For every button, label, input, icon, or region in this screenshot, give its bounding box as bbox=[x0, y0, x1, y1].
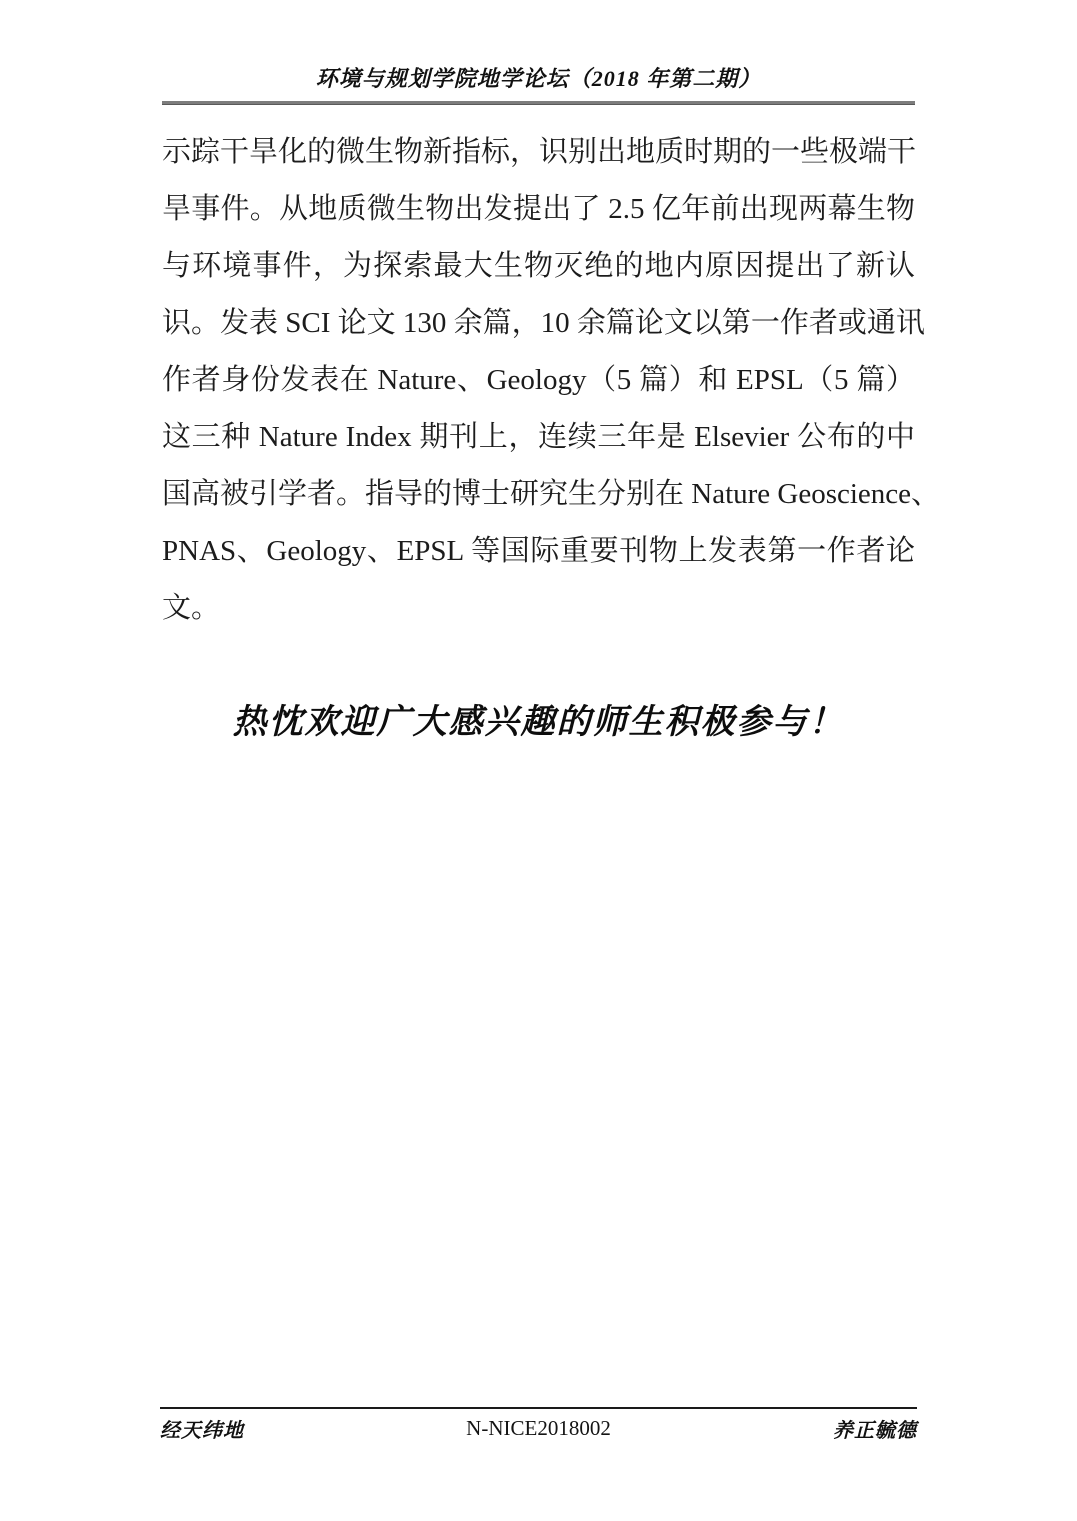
footer-motto-left: 经天纬地 bbox=[160, 1419, 244, 1442]
footer-document-number: N-NICE2018002 bbox=[466, 1415, 611, 1440]
body-line: 这三种 Nature Index 期刊上，连续三年是 Elsevier 公布的中 bbox=[162, 421, 915, 453]
body-line: 文。 bbox=[162, 592, 221, 624]
footer-motto-right: 养正毓德 bbox=[833, 1419, 917, 1442]
body-line: 示踪干旱化的微生物新指标，识别出地质时期的一些极端干 bbox=[162, 136, 917, 168]
body-line: 识。发表 SCI 论文 130 余篇，10 余篇论文以第一作者或通讯 bbox=[162, 307, 925, 339]
body-line: 与环境事件，为探索最大生物灭绝的地内原因提出了新认 bbox=[162, 250, 915, 282]
body-paragraph bbox=[162, 124, 941, 637]
invitation-line: 热忱欢迎广大感兴趣的师生积极参与！ bbox=[232, 704, 845, 741]
body-line: 国高被引学者。指导的博士研究生分别在 Nature Geoscience、 bbox=[162, 478, 941, 510]
body-line: 旱事件。从地质微生物出发提出了 2.5 亿年前出现两幕生物 bbox=[162, 193, 915, 225]
page-header-title: 环境与规划学院地学论坛（2018 年第二期） bbox=[315, 66, 762, 91]
header-divider bbox=[162, 101, 915, 105]
body-line: PNAS、Geology、EPSL 等国际重要刊物上发表第一作者论 bbox=[162, 535, 915, 567]
body-line: 作者身份发表在 Nature、Geology（5 篇）和 EPSL（5 篇） bbox=[162, 364, 915, 396]
page-footer bbox=[160, 1412, 917, 1444]
footer-divider bbox=[160, 1407, 917, 1409]
